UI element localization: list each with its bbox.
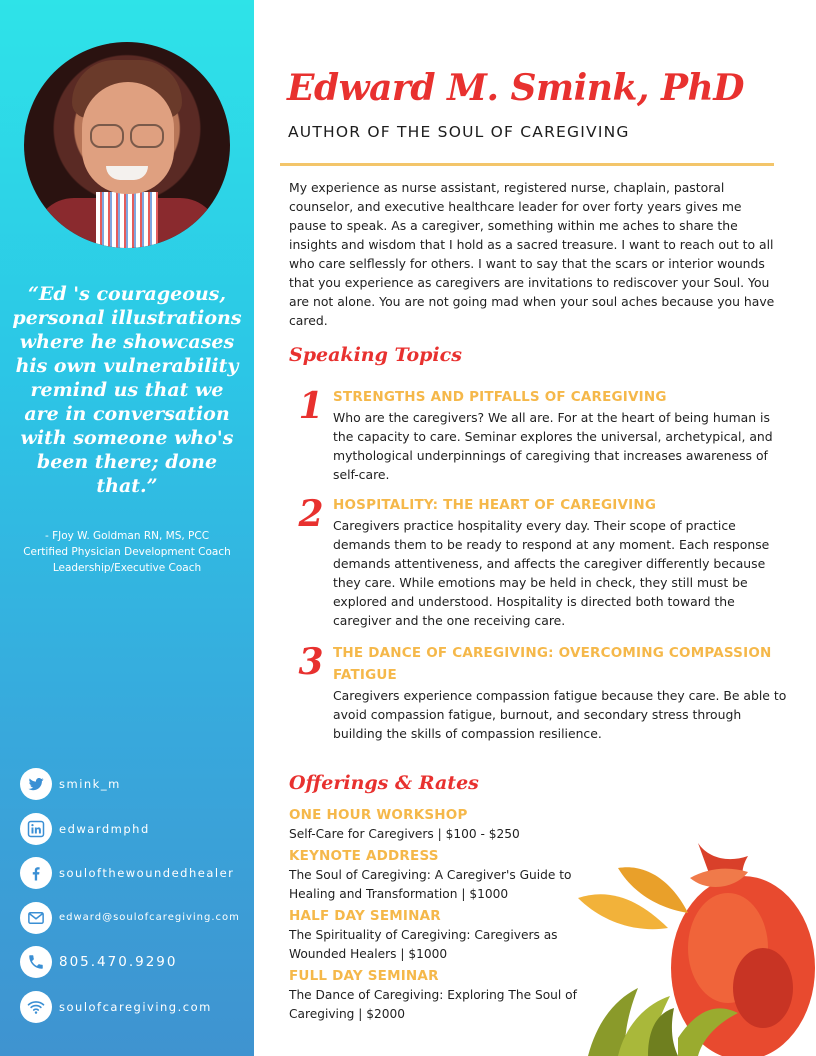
author-subtitle: AUTHOR OF THE SOUL OF CAREGIVING bbox=[288, 123, 630, 141]
offering-description: The Soul of Caregiving: A Caregiver's Guide to Healing and Transformation | $1000 bbox=[289, 868, 572, 901]
topic-title: HOSPITALITY: THE HEART OF CAREGIVING bbox=[333, 497, 657, 513]
testimonial-attribution bbox=[8, 528, 246, 576]
attribution-line: Leadership/Executive Coach bbox=[52, 562, 202, 574]
offering-description: Self-Care for Caregivers | $100 - $250 bbox=[289, 827, 520, 841]
linkedin-handle: edwardmphd bbox=[59, 821, 150, 836]
twitter-handle: smink_m bbox=[59, 777, 121, 792]
contact-email[interactable] bbox=[20, 896, 250, 941]
topic-item bbox=[289, 642, 789, 743]
facebook-icon bbox=[20, 857, 52, 889]
topic-description: Caregivers experience compassion fatigue because they care. Be able to avoid compassion fatigue, burnout, and secondary stress through building the skills of compassion resilience. bbox=[333, 688, 787, 741]
topic-number: 1 bbox=[298, 385, 324, 427]
offering-description: The Spirituality of Caregiving: Caregivers as Wounded Healers | $1000 bbox=[289, 928, 558, 961]
contact-facebook[interactable] bbox=[20, 851, 250, 896]
offerings-list bbox=[289, 805, 589, 1026]
twitter-icon bbox=[20, 768, 52, 800]
offering-description: The Dance of Caregiving: Exploring The Soul of Caregiving | $2000 bbox=[289, 988, 577, 1021]
author-photo bbox=[24, 42, 230, 248]
wifi-icon bbox=[20, 991, 52, 1023]
attribution-line: - FJoy W. Goldman RN, MS, PCC bbox=[44, 530, 210, 542]
offering-title: KEYNOTE ADDRESS bbox=[289, 848, 439, 864]
topic-number: 2 bbox=[298, 493, 324, 535]
phone-icon bbox=[20, 946, 52, 978]
topic-title: STRENGTHS AND PITFALLS OF CAREGIVING bbox=[333, 389, 667, 405]
website-url: soulofcaregiving.com bbox=[59, 999, 212, 1014]
contact-website[interactable] bbox=[20, 985, 250, 1030]
offering-title: FULL DAY SEMINAR bbox=[289, 968, 439, 984]
speaking-topics-heading: Speaking Topics bbox=[289, 344, 462, 366]
email-icon bbox=[20, 902, 52, 934]
offering-title: ONE HOUR WORKSHOP bbox=[289, 807, 468, 823]
contact-linkedin[interactable] bbox=[20, 807, 250, 852]
testimonial-quote: “Ed 's courageous, personal illustrations where he showcases his own vulnerability remind us that we are in conversation with someone who's been there; done that.” bbox=[12, 283, 242, 497]
pomegranate-illustration bbox=[578, 838, 816, 1056]
topic-item bbox=[289, 494, 789, 630]
offerings-heading: Offerings & Rates bbox=[289, 772, 479, 794]
topic-description: Who are the caregivers? We all are. For at the heart of being human is the capacity to care. Seminar explores the universal, archetypical, and mythological underpinnings of caregiving that increases awareness of self-care. bbox=[333, 410, 773, 482]
sidebar bbox=[0, 0, 254, 1056]
topic-title: THE DANCE OF CAREGIVING: OVERCOMING COMPASSION FATIGUE bbox=[333, 645, 772, 683]
linkedin-icon bbox=[20, 813, 52, 845]
contact-list bbox=[20, 762, 250, 1029]
topic-item bbox=[289, 386, 789, 484]
facebook-handle: soulofthewoundedhealer bbox=[59, 866, 235, 881]
topic-number: 3 bbox=[298, 641, 324, 683]
attribution-line: Certified Physician Development Coach bbox=[23, 546, 231, 558]
bio-paragraph: My experience as nurse assistant, registered nurse, chaplain, pastoral counselor, and executive healthcare leader for over forty years gives me pause to speak. As a caregiver, something within me aches to share the insights and wisdom that I hold as a sacred treasure. I want to reach out to all who care selflessly for others. I want to say that the scars or interior wounds that you experience as caregivers are invitations to rediscover your Soul. You are not alone. You are not going mad when your soul aches because you have cared. bbox=[289, 180, 775, 328]
topic-description: Caregivers practice hospitality every day. Their scope of practice demands them to be ready to respond at any moment. Each response demands attentiveness, and affects the caregiver differently because they care. While emotions may be held in check, they still must be explored and understood. Hospitality is directed both toward the caregiver and the one receiving care. bbox=[333, 518, 770, 628]
contact-twitter[interactable] bbox=[20, 762, 250, 807]
contact-phone[interactable] bbox=[20, 940, 250, 985]
header-divider bbox=[280, 163, 774, 166]
phone-number: 805.470.9290 bbox=[59, 954, 178, 971]
email-address: edward@soulofcaregiving.com bbox=[59, 912, 240, 924]
offering-title: HALF DAY SEMINAR bbox=[289, 908, 441, 924]
author-name: Edward M. Smink, PhD bbox=[287, 67, 744, 109]
